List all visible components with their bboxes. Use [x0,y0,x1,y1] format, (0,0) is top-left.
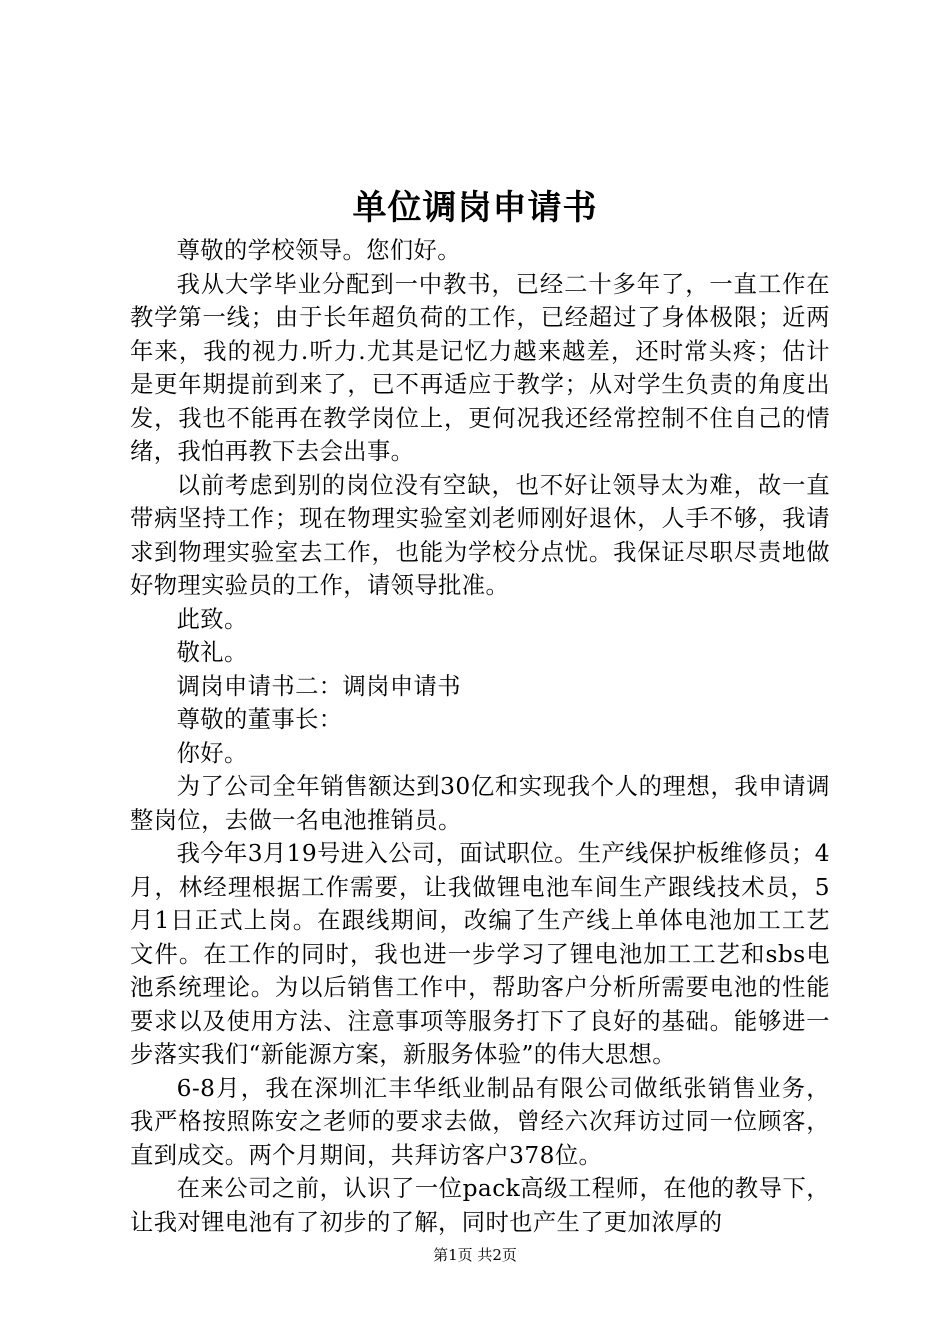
page-title: 单位调岗申请书 [352,188,598,228]
paragraph: 为了公司全年销售额达到30亿和实现我个人的理想，我申请调整岗位，去做一名电池推销员。 [130,773,830,834]
page-footer: 第1页 共2页 [433,1246,517,1264]
paragraph: 以前考虑到别的岗位没有空缺，也不好让领导太为难，故一直带病坚持工作；现在物理实验室刘老师刚好退休，人手不够，我请求到物理实验室去工作，也能为学校分点忧。我保证尽职尽责地做好物理实验员的工作，请领导批准。 [130,471,830,599]
section-heading: 调岗申请书二：调岗申请书 [176,672,461,700]
document-body [130,234,830,1239]
paragraph-salutation: 尊敬的董事长： [176,706,343,733]
paragraph: 我今年3月19号进入公司，面试职位。生产线保护板维修员；4月，林经理根据工作需要，让我做锂电池车间生产跟线技术员，5月1日正式上岗。在跟线期间，改编了生产线上单体电池加工工艺文件。在工作的同时，我也进一步学习了锂电池加工工艺和sbs电池系统理论。为以后销售工作中，帮助客户分析所需要电池的性能要求以及使用方法、注意事项等服务打下了良好的基础。能够进一步落实我们“新能源方案，新服务体验”的伟大思想。 [130,840,830,1068]
paragraph-greeting: 尊敬的学校领导。您们好。 [176,237,461,264]
paragraph: 6-8月，我在深圳汇丰华纸业制品有限公司做纸张销售业务，我严格按照陈安之老师的要求去做，曾经六次拜访过同一位顾客，直到成交。两个月期间，共拜访客户378位。 [130,1074,830,1169]
paragraph: 我从大学毕业分配到一中教书，已经二十多年了，一直工作在教学第一线；由于长年超负荷的工作，已经超过了身体极限；近两年来，我的视力.听力.尤其是记忆力越来越差，还时常头疼；估计是更年期提前到来了，已不再适应于教学；从对学生负责的角度出发，我也不能再在教学岗位上，更何况我还经常控制不住自己的情绪，我怕再教下去会出事。 [130,270,830,465]
paragraph-closing: 此致。 [176,605,248,633]
paragraph-closing: 敬礼。 [176,639,248,666]
paragraph-greeting: 你好。 [176,739,248,767]
paragraph: 在来公司之前，认识了一位pack高级工程师，在他的教导下，让我对锂电池有了初步的了解，同时也产生了更加浓厚的 [130,1175,830,1236]
